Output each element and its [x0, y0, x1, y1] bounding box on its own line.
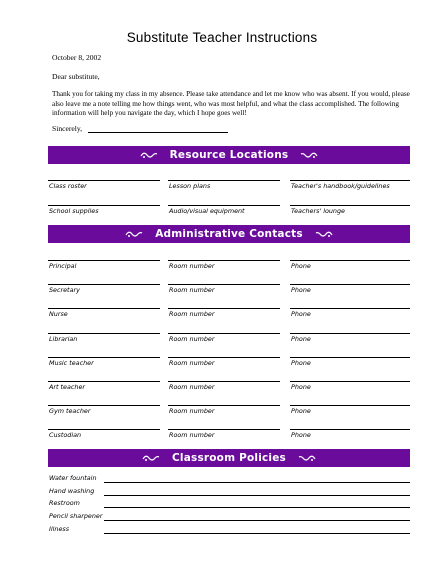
phone-line[interactable]	[290, 429, 410, 430]
contact-role-label: Art teacher	[49, 383, 86, 391]
room-number-line[interactable]	[168, 405, 280, 406]
room-number-line[interactable]	[168, 357, 280, 358]
lesson-plans-line[interactable]	[168, 180, 280, 181]
contact-role-label: Nurse	[49, 310, 68, 319]
contact-role-label: Custodian	[49, 431, 82, 440]
swirl-ornament-icon	[125, 230, 143, 238]
contact-name-line[interactable]	[48, 357, 160, 358]
contact-name-line[interactable]	[48, 381, 160, 382]
room-number-label: Room number	[169, 334, 215, 343]
room-number-line[interactable]	[168, 381, 280, 382]
policy-label: Water fountain	[49, 474, 97, 482]
salutation: Dear substitute,	[52, 72, 100, 81]
classroom-policies-banner	[48, 449, 410, 467]
room-number-label: Room number	[169, 383, 215, 391]
room-number-label: Room number	[169, 358, 215, 367]
letter-date: October 8, 2002	[52, 53, 102, 62]
policy-label: Illness	[49, 524, 70, 533]
swirl-ornament-icon	[142, 454, 160, 462]
phone-line[interactable]	[290, 381, 410, 382]
phone-label: Phone	[291, 383, 311, 391]
phone-label: Phone	[291, 310, 311, 319]
policy-label: Pencil sharpener	[49, 512, 103, 521]
resource-label: Teacher's handbook/guidelines	[291, 182, 390, 190]
classroom-policies-title: Classroom Policies	[172, 452, 286, 464]
teachers-handbook-line[interactable]	[290, 180, 410, 181]
contact-name-line[interactable]	[48, 429, 160, 430]
room-number-line[interactable]	[168, 284, 280, 285]
resource-locations-banner	[48, 146, 410, 164]
class-roster-line[interactable]	[48, 180, 160, 181]
phone-label: Phone	[291, 407, 311, 416]
room-number-label: Room number	[169, 431, 215, 440]
phone-label: Phone	[291, 431, 311, 440]
phone-line[interactable]	[290, 357, 410, 358]
policy-line[interactable]	[104, 507, 410, 508]
swirl-ornament-icon	[140, 151, 158, 159]
letter-body: Thank you for taking my class in my absence. Please take attendance and let me know who was absent. If you would, please also leave me a note telling me how things went, who was most helpful, and what the class accomplished. The following information will help you navigate the day, which I hope goes well!	[52, 90, 410, 118]
policy-line[interactable]	[104, 495, 410, 496]
resource-label: Audio/visual equipment	[169, 207, 245, 215]
page-title: Substitute Teacher Instructions	[126, 30, 318, 45]
phone-label: Phone	[291, 286, 311, 295]
room-number-line[interactable]	[168, 333, 280, 334]
resource-label: School supplies	[49, 207, 99, 215]
phone-label: Phone	[291, 262, 311, 270]
resource-label: Class roster	[49, 182, 87, 190]
room-number-label: Room number	[169, 407, 215, 416]
policy-line[interactable]	[104, 533, 410, 534]
signature-line[interactable]	[88, 132, 228, 133]
phone-line[interactable]	[290, 405, 410, 406]
school-supplies-line[interactable]	[48, 205, 160, 206]
swirl-ornament-icon	[315, 230, 333, 238]
policy-label: Hand washing	[49, 486, 95, 495]
closing: Sincerely,	[52, 124, 83, 133]
policy-line[interactable]	[104, 520, 410, 521]
contact-role-label: Librarian	[49, 334, 78, 343]
resource-label: Lesson plans	[169, 182, 211, 190]
contact-name-line[interactable]	[48, 284, 160, 285]
contact-name-line[interactable]	[48, 308, 160, 309]
contact-role-label: Gym teacher	[49, 407, 91, 416]
contact-role-label: Principal	[49, 262, 77, 270]
phone-line[interactable]	[290, 308, 410, 309]
policy-line[interactable]	[104, 482, 410, 483]
phone-label: Phone	[291, 358, 311, 367]
administrative-contacts-title: Administrative Contacts	[155, 228, 303, 240]
phone-line[interactable]	[290, 284, 410, 285]
resource-locations-title: Resource Locations	[169, 149, 289, 161]
phone-line[interactable]	[290, 333, 410, 334]
teachers-lounge-line[interactable]	[290, 205, 410, 206]
swirl-ornament-icon	[298, 454, 316, 462]
room-number-line[interactable]	[168, 308, 280, 309]
room-number-line[interactable]	[168, 429, 280, 430]
room-number-label: Room number	[169, 310, 215, 319]
room-number-line[interactable]	[168, 260, 280, 261]
policy-label: Restroom	[49, 499, 80, 508]
av-equipment-line[interactable]	[168, 205, 280, 206]
administrative-contacts-banner	[48, 225, 410, 243]
room-number-label: Room number	[169, 262, 215, 270]
phone-line[interactable]	[290, 260, 410, 261]
contact-role-label: Secretary	[49, 286, 80, 295]
contact-name-line[interactable]	[48, 405, 160, 406]
room-number-label: Room number	[169, 286, 215, 295]
swirl-ornament-icon	[300, 151, 318, 159]
resource-label: Teachers' lounge	[291, 207, 345, 215]
contact-name-line[interactable]	[48, 333, 160, 334]
contact-name-line[interactable]	[48, 260, 160, 261]
contact-role-label: Music teacher	[49, 358, 94, 367]
phone-label: Phone	[291, 334, 311, 343]
